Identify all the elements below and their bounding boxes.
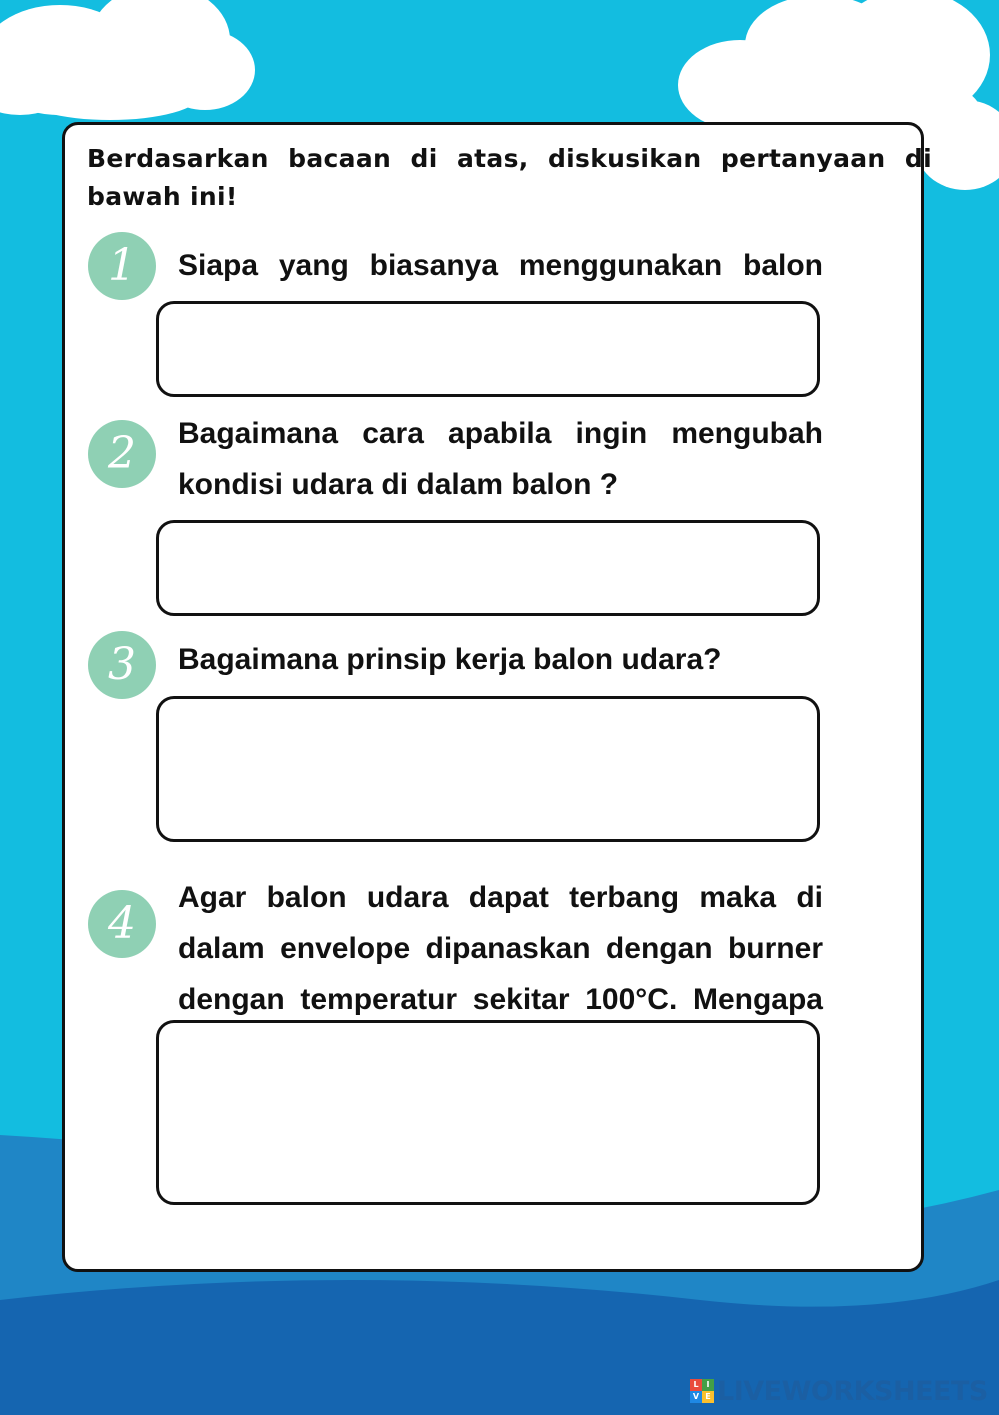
instruction-text: Berdasarkan bacaan di atas, diskusikan pertanyaan di bawah ini! (87, 144, 932, 211)
question-text-1: Siapa yang biasanya menggunakan balon (178, 249, 823, 282)
question-number-badge-1: 1 (88, 232, 156, 300)
answer-box-1[interactable] (156, 301, 820, 397)
cloud-left (0, 0, 255, 120)
question-number-badge-4: 4 (88, 890, 156, 958)
question-text-4: Agar balon udara dapat terbang maka di dalam envelope dipanaskan dengan burner dengan temperatur sekitar 100°C. Mengapa (178, 881, 823, 1016)
logo-letter: V (690, 1391, 702, 1403)
question-text-3: Bagaimana prinsip kerja balon udara? (178, 643, 722, 676)
logo-letter: L (690, 1379, 702, 1391)
answer-box-4[interactable] (156, 1020, 820, 1205)
answer-box-3[interactable] (156, 696, 820, 842)
liveworksheets-brand[interactable] (690, 1374, 988, 1408)
liveworksheets-logo-icon (690, 1379, 714, 1403)
logo-letter: E (702, 1391, 714, 1403)
question-number-badge-2: 2 (88, 420, 156, 488)
answer-box-2[interactable] (156, 520, 820, 616)
question-text-2: Bagaimana cara apabila ingin mengubah kondisi udara di dalam balon ? (178, 417, 823, 501)
question-number-badge-3: 3 (88, 631, 156, 699)
logo-letter: I (702, 1379, 714, 1391)
brand-name: LIVEWORKSHEETS (717, 1375, 988, 1407)
